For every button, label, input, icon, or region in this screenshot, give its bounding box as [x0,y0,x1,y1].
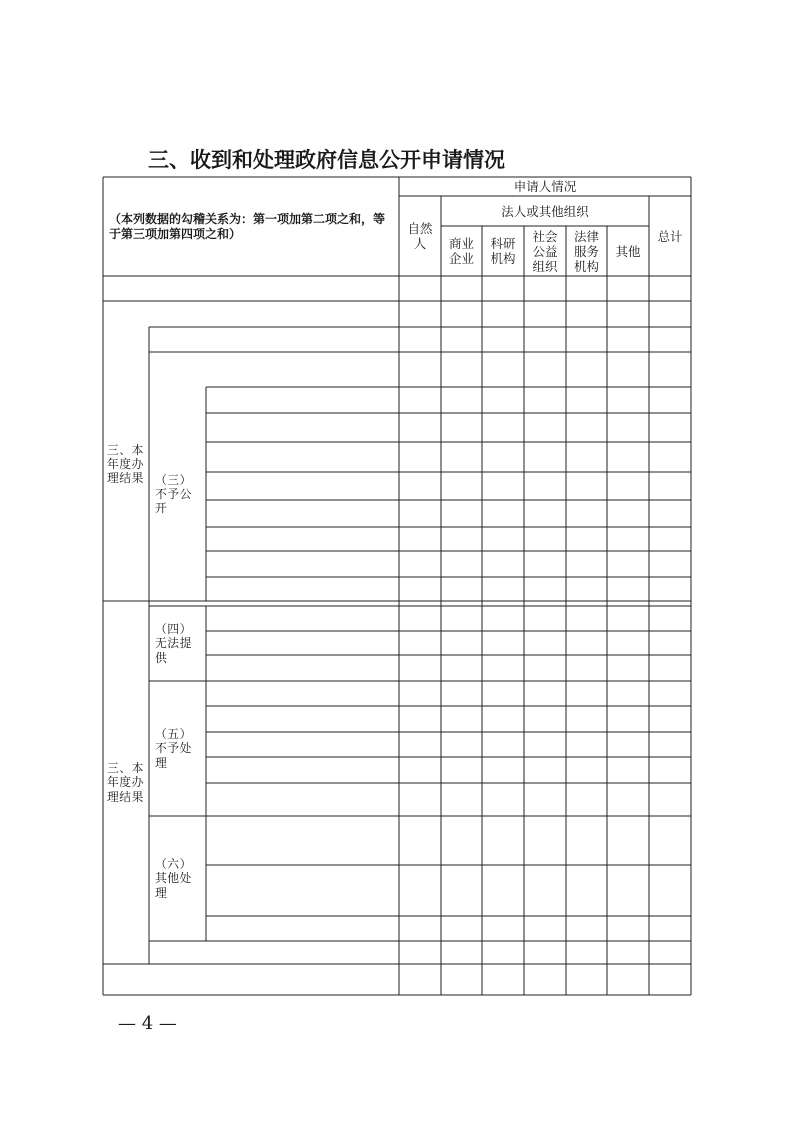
table-cell-value [482,865,524,916]
table-cell-value [649,500,691,527]
table-cell-value [649,757,691,783]
header-legal-service: 法律服务机构 [573,228,599,274]
table-row-label [206,655,399,681]
table-cell-value [482,301,524,327]
header-social-welfare: 社会公益组织 [532,228,558,274]
table-cell-value [524,327,566,352]
table-cell-value [607,681,649,706]
table-cell-value [524,577,566,601]
table-cell-value [441,551,482,577]
table-cell-value [607,941,649,964]
table-cell-value [399,681,441,706]
table-cell-value [482,964,524,995]
header-legal-group: 法人或其他组织 [501,203,589,219]
group-label-results-1: 三、本年度办理结果 [107,442,144,486]
table-cell-value [482,757,524,783]
table-cell-value [607,655,649,681]
table-cell-value [607,500,649,527]
table-cell-value [399,783,441,816]
table-cell-value [649,655,691,681]
table-cell-value [399,413,441,442]
table-cell-value [399,732,441,757]
table-row-label [206,706,399,732]
table-cell-value [482,941,524,964]
table-cell-value [482,681,524,706]
table-cell-value [441,577,482,601]
table-cell-value [607,757,649,783]
table-cell-value [649,472,691,500]
header-applicant-group: 申请人情况 [513,179,577,194]
table-cell-value [399,706,441,732]
table-row-label [206,816,399,865]
table-cell-value [399,301,441,327]
table-cell-value [399,500,441,527]
table-row-label [206,413,399,442]
table-cell-value [607,387,649,413]
table-cell-value [441,941,482,964]
table-cell-value [482,500,524,527]
table-row-label [206,631,399,655]
table-cell-value [607,631,649,655]
table-cell-value [649,783,691,816]
header-other: 其他 [615,243,641,259]
table-cell-value [566,816,607,865]
table-row-label [206,732,399,757]
header-note: （本列数据的勾稽关系为：第一项加第二项之和，等于第三项加第四项之和） [109,212,386,241]
table-cell-value [524,655,566,681]
table-cell-value [441,606,482,631]
table-cell-value [482,327,524,352]
group-label-results-2: 三、本年度办理结果 [107,761,144,804]
table-row-label [206,606,399,631]
table-cell-value [399,631,441,655]
table-row-label [206,783,399,816]
page-number: — 4 — [118,1013,177,1034]
table-cell-value [482,606,524,631]
table-cell-value [607,352,649,387]
table-cell-value [566,606,607,631]
table-cell-value [566,783,607,816]
table-cell-value [482,527,524,551]
table-cell-value [399,964,441,995]
table-cell-value [649,387,691,413]
table-cell-value [607,301,649,327]
table-cell-value [607,865,649,916]
header-natural-person: 自然人 [407,221,433,251]
table-cell-value [482,577,524,601]
table-row-label [206,551,399,577]
table-row-label [149,352,399,387]
table-cell-value [607,783,649,816]
table-cell-value [566,964,607,995]
table-cell-value [607,816,649,865]
table-cell-value [607,327,649,352]
table-cell-value [399,551,441,577]
table-cell-value [607,551,649,577]
table-row-label [149,327,399,352]
table-cell-value [649,442,691,472]
table-row-label [206,757,399,783]
table-cell-value [441,472,482,500]
table-cell-value [607,606,649,631]
table-cell-value [482,816,524,865]
table-cell-value [524,941,566,964]
table-row-label [103,964,399,995]
table-cell-value [649,606,691,631]
table-cell-value [649,732,691,757]
table-cell-value [482,387,524,413]
table-cell-value [399,352,441,387]
table-row-label [206,472,399,500]
table-cell-value [524,276,566,301]
table-cell-value [399,606,441,631]
table-row-label [206,500,399,527]
header-total: 总计 [657,228,683,244]
table-cell-value [482,551,524,577]
table-cell-value [649,352,691,387]
table-cell-value [649,964,691,995]
table-cell-value [649,631,691,655]
table-cell-value [399,527,441,551]
table-cell-value [566,301,607,327]
header-research: 科研机构 [490,236,516,266]
table-row-label [206,916,399,941]
table-cell-value [482,276,524,301]
table-cell-value [524,442,566,472]
table-cell-value [566,327,607,352]
group-label-not-disclosed: （三）不予公开 [155,472,192,516]
table-cell-value [441,276,482,301]
table-cell-value [399,387,441,413]
table-cell-value [566,442,607,472]
table-cell-value [441,783,482,816]
table-cell-value [607,916,649,941]
table-cell-value [524,413,566,442]
table-cell-value [441,442,482,472]
table-cell-value [607,276,649,301]
table-cell-value [649,816,691,865]
table-cell-value [524,631,566,655]
table-cell-value [524,551,566,577]
table-cell-value [441,500,482,527]
table-cell-value [524,783,566,816]
table-cell-value [566,577,607,601]
table-row-label [103,301,399,327]
table-cell-value [566,655,607,681]
table-row-label [103,276,399,301]
table-cell-value [441,413,482,442]
table-cell-value [566,472,607,500]
table-cell-value [566,732,607,757]
table-cell-value [524,606,566,631]
table-cell-value [649,865,691,916]
table-cell-value [566,352,607,387]
group-label-cannot-provide: （四）无法提供 [155,622,192,665]
table-cell-value [441,527,482,551]
section-title: 三、收到和处理政府信息公开申请情况 [148,148,505,172]
table-cell-value [482,413,524,442]
table-cell-value [524,706,566,732]
table-cell-value [441,706,482,732]
table-cell-value [399,757,441,783]
table-cell-value [399,442,441,472]
table-cell-value [441,732,482,757]
table-cell-value [649,577,691,601]
table-row-label [206,387,399,413]
table-cell-value [482,732,524,757]
table-cell-value [566,681,607,706]
table-cell-value [399,655,441,681]
table-cell-value [399,472,441,500]
table-cell-value [566,500,607,527]
table-cell-value [649,551,691,577]
table-cell-value [649,301,691,327]
table-row-label [206,442,399,472]
table-cell-value [566,527,607,551]
table-cell-value [524,757,566,783]
table-cell-value [524,500,566,527]
table-cell-value [399,276,441,301]
table-cell-value [482,442,524,472]
table-cell-value [441,387,482,413]
table-cell-value [399,816,441,865]
table-cell-value [524,301,566,327]
table-cell-value [566,916,607,941]
table-row-label [206,527,399,551]
table-cell-value [566,631,607,655]
table-row-label [149,941,399,964]
group-label-not-processed: （五）不予处理 [155,727,192,770]
table-cell-value [607,413,649,442]
table-cell-value [482,655,524,681]
table-cell-value [482,916,524,941]
table-cell-value [524,916,566,941]
table-cell-value [482,631,524,655]
table-cell-value [441,681,482,706]
table-cell-value [649,706,691,732]
table-cell-value [649,413,691,442]
table-cell-value [649,681,691,706]
table-cell-value [441,631,482,655]
table-cell-value [649,916,691,941]
table-cell-value [524,732,566,757]
table-cell-value [607,706,649,732]
table-cell-value [607,472,649,500]
table-cell-value [607,527,649,551]
table-cell-value [441,655,482,681]
table-cell-value [482,352,524,387]
table-cell-value [524,816,566,865]
table-row-label [206,681,399,706]
table-cell-value [482,783,524,816]
table-cell-value [566,276,607,301]
table-cell-value [649,276,691,301]
table-cell-value [607,732,649,757]
table-cell-value [399,941,441,964]
table-cell-value [524,527,566,551]
table-cell-value [399,865,441,916]
table-cell-value [524,964,566,995]
table-cell-value [441,865,482,916]
group-label-other-handling: （六）其他处理 [155,857,192,900]
table-cell-value [441,964,482,995]
table-cell-value [566,551,607,577]
table-cell-value [566,413,607,442]
table-cell-value [607,964,649,995]
table-cell-value [649,941,691,964]
table-cell-value [482,706,524,732]
table-cell-value [649,327,691,352]
table-cell-value [441,916,482,941]
table-cell-value [566,757,607,783]
table-cell-value [649,527,691,551]
table-cell-value [524,352,566,387]
table-row-label [206,577,399,601]
table-row-label [206,865,399,916]
table-cell-value [566,387,607,413]
header-commercial: 商业企业 [448,236,474,266]
table-cell-value [441,352,482,387]
table-cell-value [566,865,607,916]
table-cell-value [524,472,566,500]
table-cell-value [607,577,649,601]
table-cell-value [399,577,441,601]
table-cell-value [441,301,482,327]
table-cell-value [524,387,566,413]
table-cell-value [607,442,649,472]
table-cell-value [399,327,441,352]
table-cell-value [482,472,524,500]
table-cell-value [566,706,607,732]
table-cell-value [441,757,482,783]
table-cell-value [524,865,566,916]
table-cell-value [441,327,482,352]
table-cell-value [566,941,607,964]
table-cell-value [524,681,566,706]
table-cell-value [399,916,441,941]
table-cell-value [441,816,482,865]
